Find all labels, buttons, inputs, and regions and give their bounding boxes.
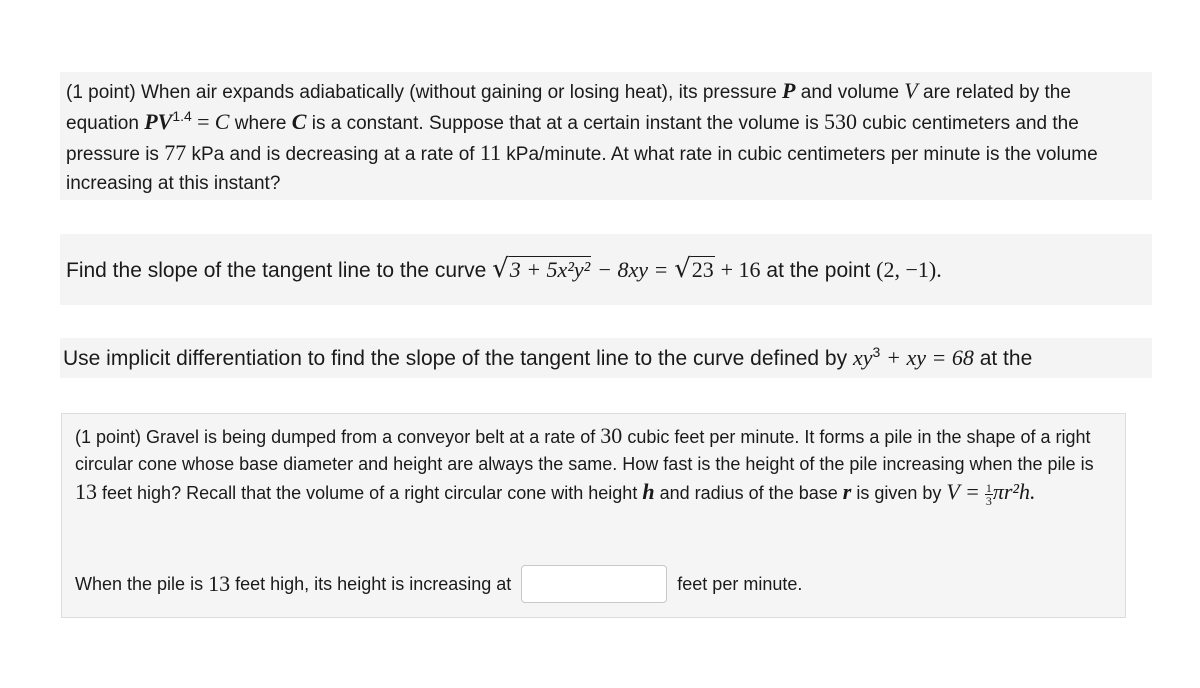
p2-sqrt-23: √23 xyxy=(674,254,714,284)
p1-eq-exp: 1.4 xyxy=(172,108,192,124)
p4-height: 13 xyxy=(75,479,97,504)
p1-where: where xyxy=(234,113,287,134)
p2-point: (2, −1). xyxy=(876,257,942,282)
p4-t3: feet high? Recall that the volume of a right circular cone with height xyxy=(102,483,638,503)
p1-volume: 530 xyxy=(823,109,857,134)
p1-var-p: P xyxy=(782,78,796,103)
problem-1-text xyxy=(66,76,1148,198)
p2-plus-term: + 16 xyxy=(720,257,761,282)
p4-frac-den: 3 xyxy=(985,493,992,508)
p4-t1: (1 point) Gravel is being dumped from a conveyor belt at a rate of xyxy=(75,427,596,447)
p1-related: are related by the equation xyxy=(66,82,1071,134)
p4-answer-mid: feet high, its height is increasing at xyxy=(235,574,512,594)
p2-minus-term: − 8xy = xyxy=(597,257,669,282)
p1-eq-c: C xyxy=(214,109,230,134)
p3-eq-exp: 3 xyxy=(872,344,881,360)
p2-sqrt2: 23 xyxy=(691,257,714,282)
p2-prefix: Find the slope of the tangent line to the curve xyxy=(66,259,487,282)
p4-rate: 30 xyxy=(600,423,623,448)
p4-formula-lhs: V = xyxy=(946,479,980,504)
p1-rate: 11 xyxy=(479,140,502,165)
p4-t4: and radius of the base xyxy=(659,483,838,503)
problem-3-text xyxy=(63,342,1032,375)
p1-c2: C xyxy=(291,109,307,134)
p3-prefix: Use implicit differentiation to find the slope of the tangent line to the curve defined by xyxy=(63,347,848,370)
p1-eq-lhs: PV xyxy=(144,109,173,134)
p4-fraction xyxy=(985,482,993,507)
problem-2-text xyxy=(66,252,942,288)
p3-eq-part2: + xy = 68 xyxy=(886,345,974,370)
p3-suffix: at the xyxy=(979,347,1033,370)
p4-answer-prefix: When the pile is xyxy=(75,574,204,594)
p1-cc-and: cubic centimeters and the pressure is xyxy=(66,113,1079,165)
problem-4-panel xyxy=(61,413,1126,618)
p1-kpa-dec: kPa and is decreasing at a rate of xyxy=(191,144,475,165)
problem-3-panel xyxy=(60,338,1152,378)
problem-1-panel xyxy=(60,72,1152,200)
answer-input[interactable] xyxy=(521,565,667,603)
problem-2-panel xyxy=(60,234,1152,305)
p4-answer-row xyxy=(75,564,802,604)
p1-eq-eq: = xyxy=(197,109,210,134)
p4-answer-suffix: feet per minute. xyxy=(677,574,803,594)
p4-var-r: r xyxy=(842,479,852,504)
p1-constant: is a constant. Suppose that at a certain instant the volume is xyxy=(311,113,819,134)
p2-radicand: 3 + 5x²y² xyxy=(509,257,591,282)
p4-t5: is given by xyxy=(856,483,942,503)
p1-pressure: 77 xyxy=(164,140,187,165)
p4-frac-num: 1 xyxy=(985,480,992,495)
p1-question: kPa/minute. At what rate in cubic centimeters per minute is the volume increasing at this instant? xyxy=(66,144,1098,194)
p1-intro: (1 point) When air expands adiabatically (without gaining or losing heat), its pressure xyxy=(66,82,777,103)
p1-and-volume: and volume xyxy=(800,82,900,103)
p4-t2: cubic feet per minute. It forms a pile in the shape of a right circular cone whose base diameter and height are always the same. How fast is the height of the pile increasing when the pile is xyxy=(75,427,1094,474)
p1-var-v: V xyxy=(904,78,918,103)
p4-answer-height: 13 xyxy=(208,571,231,596)
p4-formula-rhs: πr²h. xyxy=(992,479,1036,504)
p4-var-h: h xyxy=(642,479,655,504)
problem-4-text xyxy=(75,422,1115,507)
p2-at-point: at the point xyxy=(766,259,871,282)
p3-eq-part1: xy xyxy=(852,345,873,370)
p2-sqrt-expression: √3 + 5x²y² xyxy=(492,254,591,284)
